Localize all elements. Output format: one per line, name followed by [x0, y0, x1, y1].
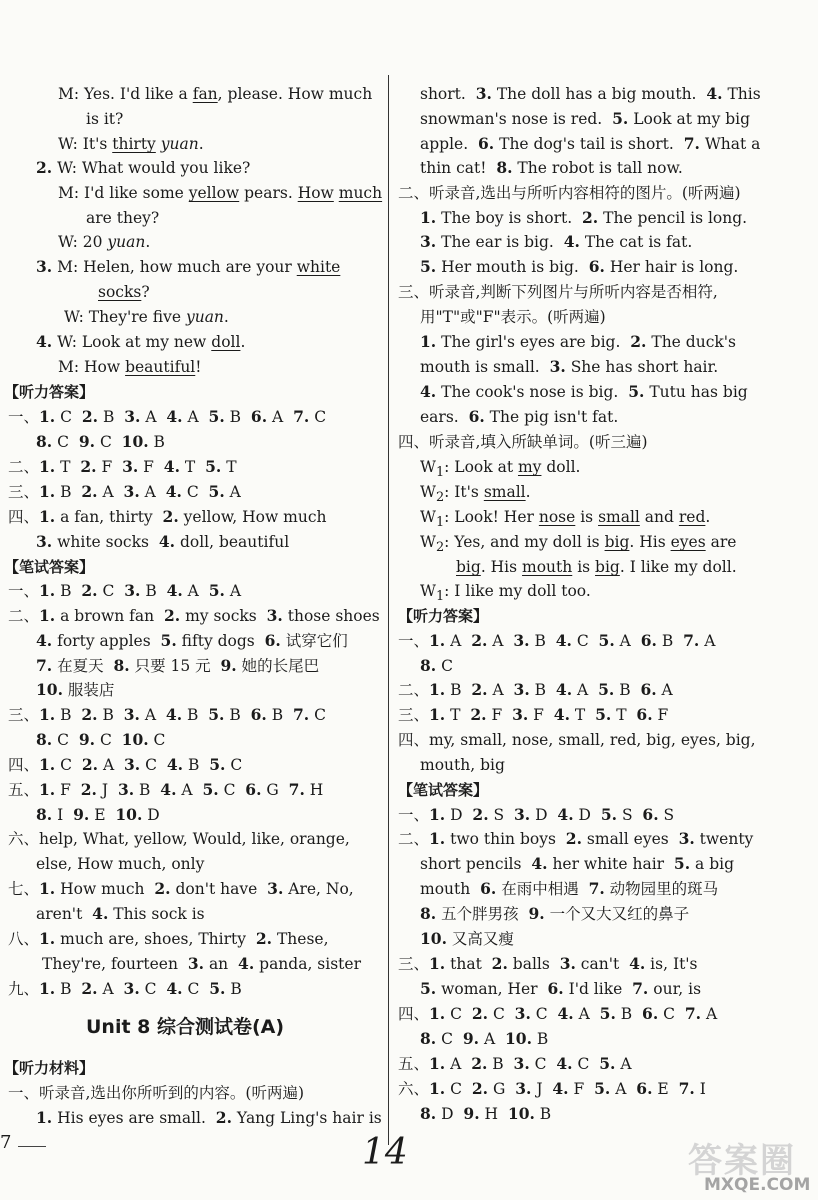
- text-line: M: I'd like some yellow pears. How much: [58, 184, 383, 202]
- text-line: thin cat! 8. The robot is tall now.: [420, 158, 683, 177]
- text-line: 【笔试答案】: [4, 558, 95, 576]
- text-line: 1. His eyes are small. 2. Yang Ling's hair is: [36, 1108, 382, 1127]
- text-line: W: 20 yuan.: [58, 233, 151, 251]
- text-line: short. 3. The doll has a big mouth. 4. This: [420, 84, 761, 103]
- text-line: 8. I 9. E 10. D: [36, 805, 160, 824]
- text-line: 七、1. How much 2. don't have 3. Are, No,: [8, 879, 354, 898]
- page-number-fragment: 7: [0, 1132, 12, 1153]
- text-line: W: They're five yuan.: [64, 308, 229, 326]
- footer-rule: [18, 1146, 46, 1147]
- text-line: short pencils 4. her white hair 5. a big: [420, 854, 735, 873]
- text-line: 一、1. D 2. S 3. D 4. D 5. S 6. S: [398, 805, 675, 824]
- text-line: $W_2$: Yes, and my doll is big. His eyes are: [420, 533, 737, 556]
- text-line: 5. woman, Her 6. I'd like 7. our, is: [420, 979, 702, 998]
- text-line: 【笔试答案】: [398, 781, 489, 799]
- text-line: mouth 6. 在雨中相遇 7. 动物园里的斑马: [420, 879, 719, 898]
- text-line: 三、听录音,判断下列图片与所听内容是否相符,: [398, 283, 718, 301]
- text-line: 二、1. a brown fan 2. my socks 3. those shoes: [8, 606, 380, 625]
- text-line: 8. D 9. H 10. B: [420, 1104, 552, 1123]
- text-line: 六、help, What, yellow, Would, like, orange,: [8, 830, 350, 848]
- text-line: 3. white socks 4. doll, beautiful: [36, 532, 290, 551]
- text-line: M: How beautiful!: [58, 358, 202, 376]
- text-line: 四、my, small, nose, small, red, big, eyes, big,: [398, 731, 756, 749]
- text-line: 【听力答案】: [398, 607, 489, 625]
- text-line: 【听力答案】: [4, 383, 95, 401]
- text-line: aren't 4. This sock is: [36, 904, 205, 923]
- text-line: mouth, big: [420, 756, 505, 774]
- text-line: 二、听录音,选出与所听内容相符的图片。(听两遍): [398, 184, 741, 202]
- text-line: $W_1$: Look at my doll.: [420, 458, 581, 481]
- text-line: 4. The cook's nose is big. 5. Tutu has big: [420, 382, 748, 401]
- text-line: 4. forty apples 5. fifty dogs 6. 试穿它们: [36, 631, 348, 650]
- text-line: mouth is small. 3. She has short hair.: [420, 357, 719, 376]
- text-line: 六、1. C 2. G 3. J 4. F 5. A 6. E 7. I: [398, 1079, 706, 1098]
- text-line: 五、1. A 2. B 3. C 4. C 5. A: [398, 1054, 632, 1073]
- text-line: socks?: [98, 283, 150, 301]
- text-line: 五、1. F 2. J 3. B 4. A 5. C 6. G 7. H: [8, 780, 324, 799]
- text-line: 二、1. T 2. F 3. F 4. T 5. T: [8, 457, 237, 476]
- text-line: 一、1. B 2. C 3. B 4. A 5. A: [8, 581, 242, 600]
- text-line: is it?: [86, 110, 124, 128]
- text-line: W: It's thirty yuan.: [58, 135, 204, 153]
- text-line: big. His mouth is big. I like my doll.: [456, 558, 737, 576]
- text-line: 10. 服装店: [36, 680, 115, 699]
- text-line: $W_1$: Look! Her nose is small and red.: [420, 508, 711, 531]
- text-line: 8. C 9. C 10. B: [36, 432, 165, 451]
- text-line: apple. 6. The dog's tail is short. 7. What a: [420, 134, 761, 153]
- text-line: 8. 五个胖男孩 9. 一个又大又红的鼻子: [420, 904, 690, 923]
- text-line: 2. W: What would you like?: [36, 158, 251, 177]
- text-line: are they?: [86, 209, 160, 227]
- text-line: 四、听录音,填入所缺单词。(听三遍): [398, 433, 648, 451]
- watermark-logo-text: 答案圈: [688, 1141, 796, 1181]
- text-line: 三、1. that 2. balls 3. can't 4. is, It's: [398, 954, 698, 973]
- text-line: 3. The ear is big. 4. The cat is fat.: [420, 232, 693, 251]
- text-line: ears. 6. The pig isn't fat.: [420, 407, 619, 426]
- text-line: snowman's nose is red. 5. Look at my big: [420, 109, 751, 128]
- text-line: 九、1. B 2. A 3. C 4. C 5. B: [8, 979, 242, 998]
- text-line: 5. Her mouth is big. 6. Her hair is long.: [420, 257, 739, 276]
- text-line: 1. The girl's eyes are big. 2. The duck's: [420, 332, 736, 351]
- text-line: 一、1. A 2. A 3. B 4. C 5. A 6. B 7. A: [398, 631, 716, 650]
- text-line: 用"T"或"F"表示。(听两遍): [420, 308, 606, 326]
- text-line: 二、1. two thin boys 2. small eyes 3. twenty: [398, 829, 754, 848]
- text-line: 4. W: Look at my new doll.: [36, 332, 246, 351]
- text-line: 8. C 9. A 10. B: [420, 1029, 549, 1048]
- column-divider: [388, 75, 389, 1145]
- text-line: 四、1. C 2. A 3. C 4. B 5. C: [8, 755, 243, 774]
- text-line: 三、1. B 2. A 3. A 4. C 5. A: [8, 482, 241, 501]
- handwritten-page-number: 14: [362, 1132, 408, 1173]
- text-line: 【听力材料】: [4, 1059, 95, 1077]
- text-line: $W_2$: It's small.: [420, 483, 531, 506]
- text-line: 7. 在夏天 8. 只要 15 元 9. 她的长尾巴: [36, 656, 320, 675]
- text-line: 8. C: [420, 656, 453, 675]
- text-line: else, How much, only: [36, 855, 205, 873]
- watermark-url: MXQE.COM: [704, 1175, 811, 1195]
- text-line: 8. C 9. C 10. C: [36, 730, 166, 749]
- text-line: They're, fourteen 3. an 4. panda, sister: [42, 954, 361, 973]
- text-line: $W_1$: I like my doll too.: [420, 582, 591, 605]
- text-line: 三、1. T 2. F 3. F 4. T 5. T 6. F: [398, 705, 669, 724]
- text-line: 四、1. C 2. C 3. C 4. A 5. B 6. C 7. A: [398, 1004, 718, 1023]
- text-line: 一、1. C 2. B 3. A 4. A 5. B 6. A 7. C: [8, 407, 327, 426]
- text-line: 四、1. a fan, thirty 2. yellow, How much: [8, 507, 327, 526]
- text-line: 一、听录音,选出你所听到的内容。(听两遍): [8, 1084, 305, 1102]
- text-line: M: Yes. I'd like a fan, please. How much: [58, 85, 373, 103]
- text-line: 1. The boy is short. 2. The pencil is long.: [420, 208, 748, 227]
- text-line: 三、1. B 2. B 3. A 4. B 5. B 6. B 7. C: [8, 705, 326, 724]
- text-line: 二、1. B 2. A 3. B 4. A 5. B 6. A: [398, 680, 673, 699]
- text-line: 3. M: Helen, how much are your white: [36, 257, 341, 276]
- text-line: 八、1. much are, shoes, Thirty 2. These,: [8, 929, 329, 948]
- watermark-logo: [682, 1133, 814, 1197]
- text-line: 10. 又高又瘦: [420, 929, 514, 948]
- text-line: Unit 8 综合测试卷(A): [86, 1016, 285, 1038]
